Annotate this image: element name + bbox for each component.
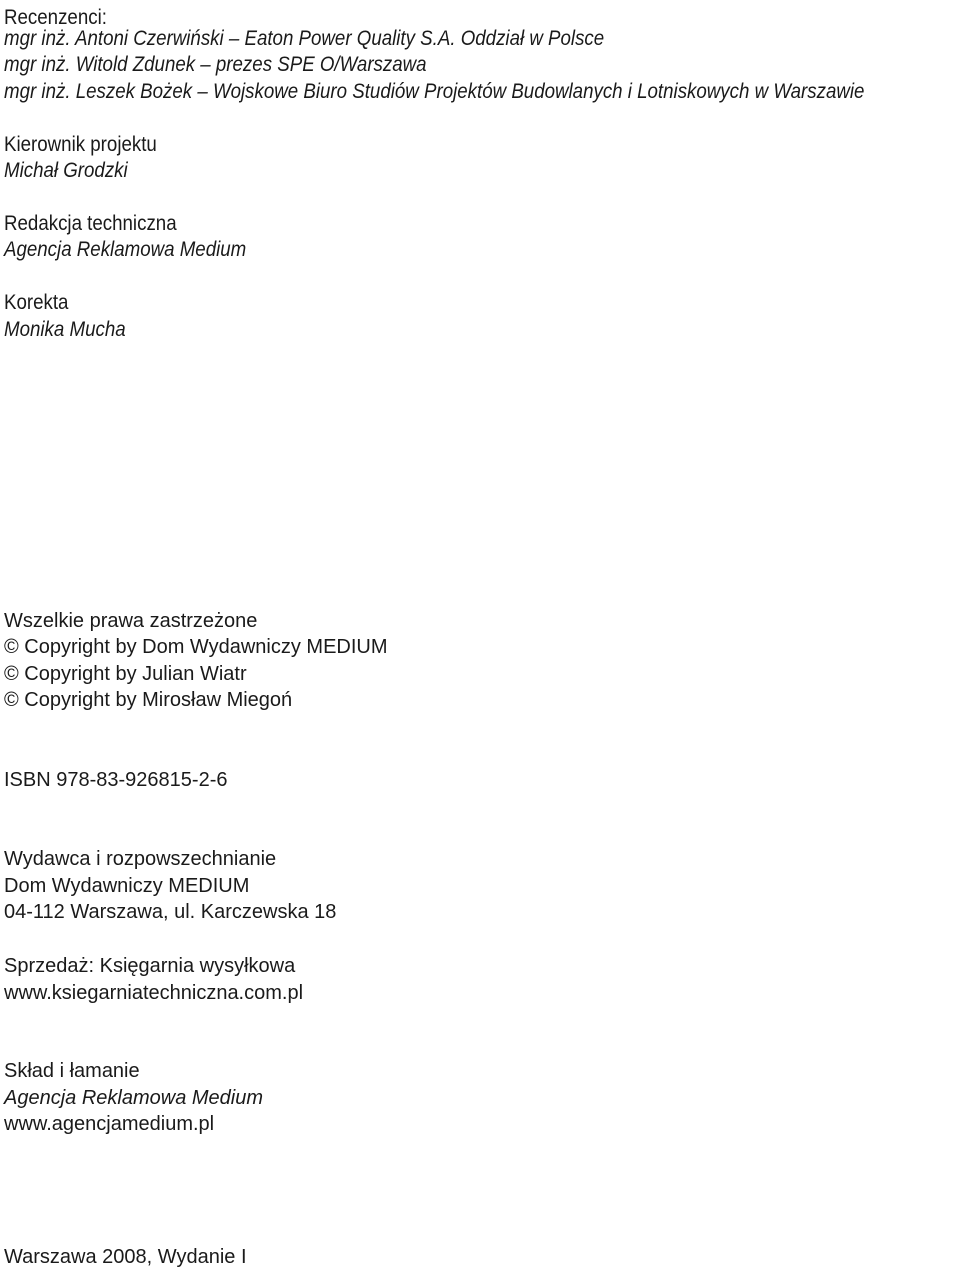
copyright-line: © Copyright by Mirosław Miegoń: [4, 689, 293, 711]
project-manager-label: Kierownik projektu: [4, 132, 157, 156]
reviewer-item: mgr inż. Leszek Bożek – Wojskowe Biuro Studiów Projektów Budowlanych i Lotniskowych w Warszawie: [4, 79, 865, 103]
publisher-label: Wydawca i rozpowszechnianie: [4, 848, 277, 870]
technical-editing-label: Redakcja techniczna: [4, 211, 177, 235]
proofreading-name: Monika Mucha: [4, 317, 126, 341]
typesetting-label: Skład i łamanie: [4, 1060, 140, 1082]
isbn: ISBN 978-83-926815-2-6: [4, 769, 228, 791]
project-manager-name: Michał Grodzki: [4, 158, 128, 182]
copyright-line: © Copyright by Dom Wydawniczy MEDIUM: [4, 636, 388, 658]
sales-label: Sprzedaż: Księgarnia wysyłkowa: [4, 955, 296, 977]
edition-info: Warszawa 2008, Wydanie I: [4, 1246, 247, 1268]
reviewer-item: mgr inż. Witold Zdunek – prezes SPE O/Warszawa: [4, 52, 427, 76]
typesetting-url[interactable]: www.agencjamedium.pl: [4, 1113, 215, 1135]
technical-editing-name: Agencja Reklamowa Medium: [4, 237, 247, 261]
reviewers-heading: Recenzenci:: [4, 5, 107, 29]
reviewer-item: mgr inż. Antoni Czerwiński – Eaton Power Quality S.A. Oddział w Polsce: [4, 26, 605, 50]
publisher-address: 04-112 Warszawa, ul. Karczewska 18: [4, 901, 337, 923]
sales-url[interactable]: www.ksiegarniatechniczna.com.pl: [4, 982, 304, 1004]
publisher-name: Dom Wydawniczy MEDIUM: [4, 875, 250, 897]
rights-heading: Wszelkie prawa zastrzeżone: [4, 610, 258, 632]
copyright-line: © Copyright by Julian Wiatr: [4, 663, 247, 685]
typesetting-name: Agencja Reklamowa Medium: [4, 1087, 264, 1109]
proofreading-label: Korekta: [4, 290, 69, 314]
